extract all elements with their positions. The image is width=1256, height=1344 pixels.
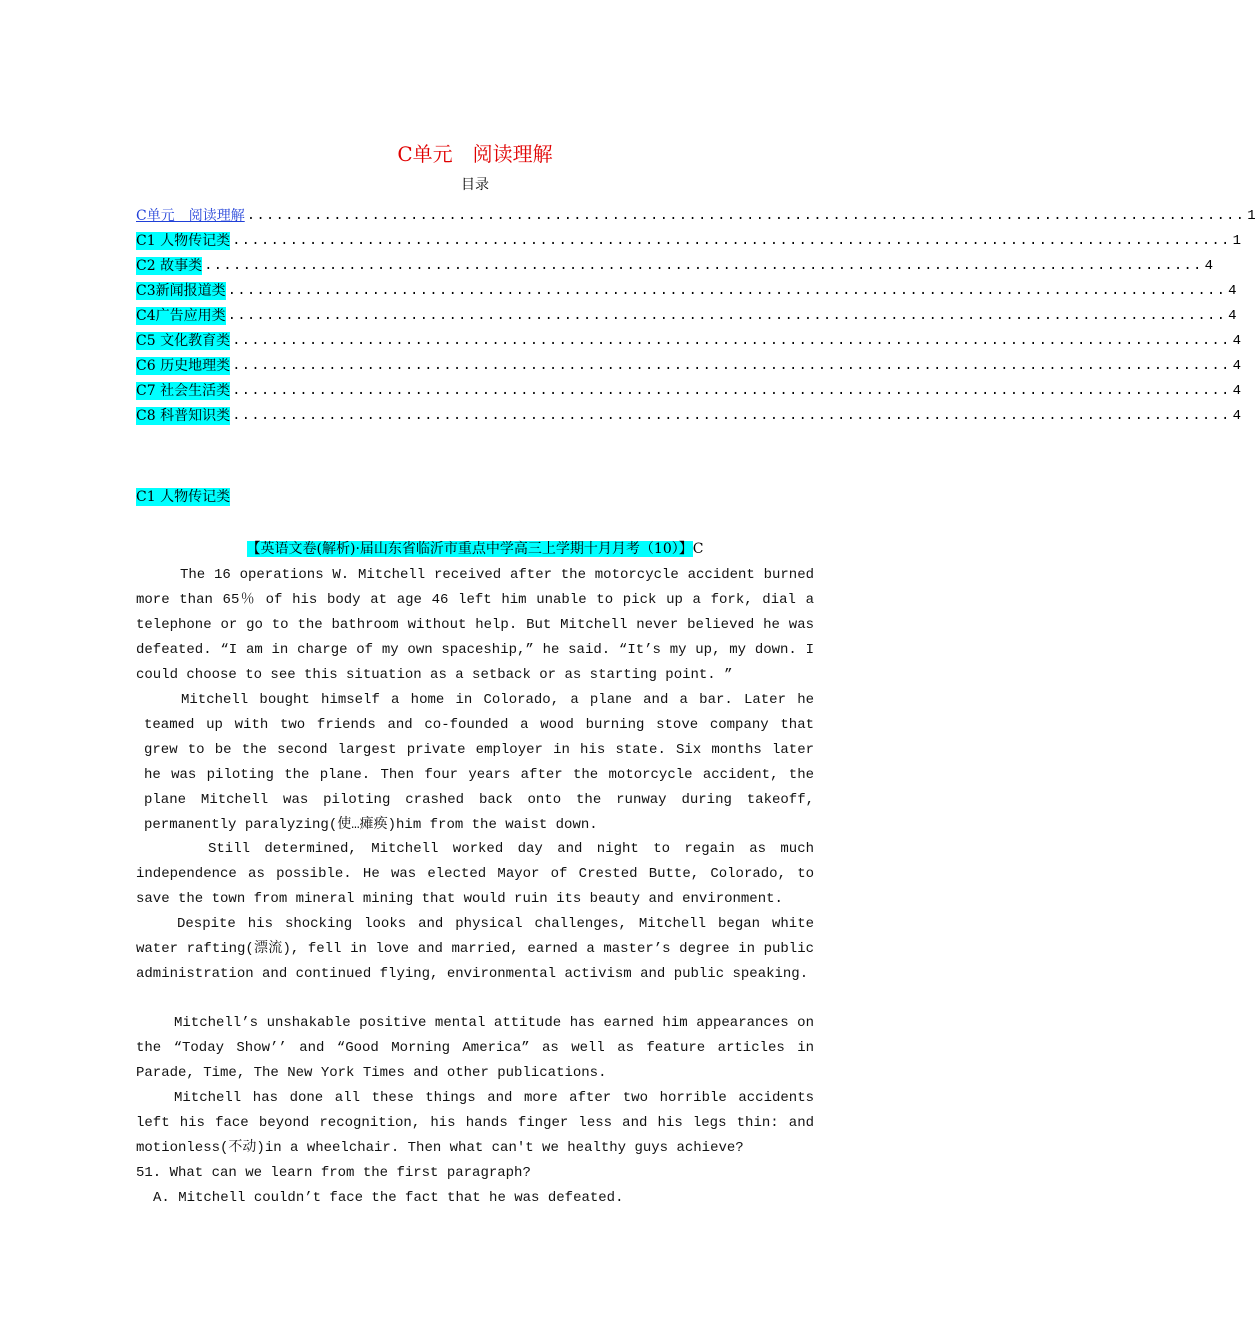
toc-entry[interactable] [136,200,1256,225]
passage-paragraph: Mitchell’s unshakable positive mental attitude has earned him appearances on the “Today Show’’ and “Good Morning America” as well as feature articles in Parade, Time, The New York Times and other publications. [136,1015,814,1081]
toc-entry-page: 1 [1247,208,1256,224]
toc-entry-page: 4 [1228,308,1237,324]
passage-paragraph: The 16 operations W. Mitchell received after the motorcycle accident burned more than 65％ of his body at age 46 left him unable to pick up a fork, dial a telephone or go to the bathroom without help. But Mitchell never believed he was defeated. “I am in charge of my own spaceship,” he said. “It’s my up, my down. I could choose to see this situation as a setback or as starting point. ” [136,567,814,683]
toc-entry[interactable] [136,400,1242,425]
toc-entry-page: 4 [1228,283,1237,299]
toc-entry-label[interactable]: C7 社会生活类 [136,383,231,399]
toc-entry-label[interactable]: C8 科普知识类 [136,408,231,424]
toc-leader-dots: ........................................................................................................ [232,333,1231,349]
toc-entry[interactable] [136,225,1242,250]
toc-entry[interactable] [136,300,1237,325]
toc-leader-dots: ........................................................................................................ [232,233,1231,249]
toc-entry-page: 4 [1232,383,1242,399]
table-of-contents [136,200,1256,425]
passage-paragraph: Mitchell bought himself a home in Colorado, a plane and a bar. Later he teamed up with two friends and co-founded a wood burning stove company that grew to be the second largest private employer in his state. Six months later he was piloting the plane. Then four years after the motorcycle accident, the plane Mitchell was piloting crashed back onto the runway during takeoff, permanently paralyzing(使…瘫痪)him from the waist down. [144,692,814,833]
toc-entry-label[interactable]: C3新闻报道类 [136,283,226,299]
toc-entry-label[interactable]: C6 历史地理类 [136,358,231,374]
toc-leader-dots: ........................................................................................................ [227,308,1227,324]
toc-leader-dots: ........................................................................................................ [246,208,1246,224]
section-heading: C1 人物传记类 [136,489,231,505]
toc-entry[interactable] [136,375,1242,400]
toc-leader-dots: ........................................................................................................ [232,358,1231,374]
passage-paragraph: Mitchell has done all these things and more after two horrible accidents left his face beyond recognition, his hands finger less and his legs thin: and motionless(不动)in a wheelchair. Then what can't we healthy guys achieve? [136,1090,814,1156]
toc-leader-dots: ........................................................................................................ [232,383,1231,399]
answer-option-a: A. Mitchell couldn’t face the fact that he was defeated. [153,1190,624,1206]
toc-entry-label[interactable]: C单元 阅读理解 [136,208,245,224]
toc-entry-page: 4 [1232,408,1242,424]
toc-entry-page: 4 [1204,258,1214,274]
toc-entry-page: 4 [1232,358,1242,374]
toc-entry-page: 4 [1232,333,1242,349]
passage-paragraph: Despite his shocking looks and physical challenges, Mitchell began white water rafting(漂流), fell in love and married, earned a master’s degree in public administration and continued flying, environmental activism and public speaking. [136,916,814,982]
passage-paragraph: Still determined, Mitchell worked day and night to regain as much independence as possible. He was elected Mayor of Crested Butte, Colorado, to save the town from mineral mining that would ruin its beauty and environment. [136,841,814,907]
document-title: C单元 阅读理解 [397,142,553,166]
source-citation-text: 【英语文卷(解析)·届山东省临沂市重点中学高三上学期十月月考（10）】 [246,541,693,557]
toc-entry-label[interactable]: C4广告应用类 [136,308,226,324]
toc-leader-dots: ........................................................................................................ [204,258,1203,274]
source-citation [0,540,950,559]
toc-entry-label[interactable]: C1 人物传记类 [136,233,231,249]
toc-heading: 目录 [461,177,489,193]
toc-entry-label[interactable]: C2 故事类 [136,258,203,274]
toc-entry[interactable] [136,325,1242,350]
question-text: 51. What can we learn from the first paragraph? [136,1165,531,1181]
toc-entry[interactable] [136,250,1214,275]
toc-leader-dots: ........................................................................................................ [232,408,1231,424]
source-citation-suffix: C [692,541,704,557]
toc-entry[interactable] [136,350,1242,375]
toc-entry-page: 1 [1232,233,1242,249]
toc-entry[interactable] [136,275,1237,300]
toc-entry-label[interactable]: C5 文化教育类 [136,333,231,349]
toc-leader-dots: ........................................................................................................ [227,283,1227,299]
